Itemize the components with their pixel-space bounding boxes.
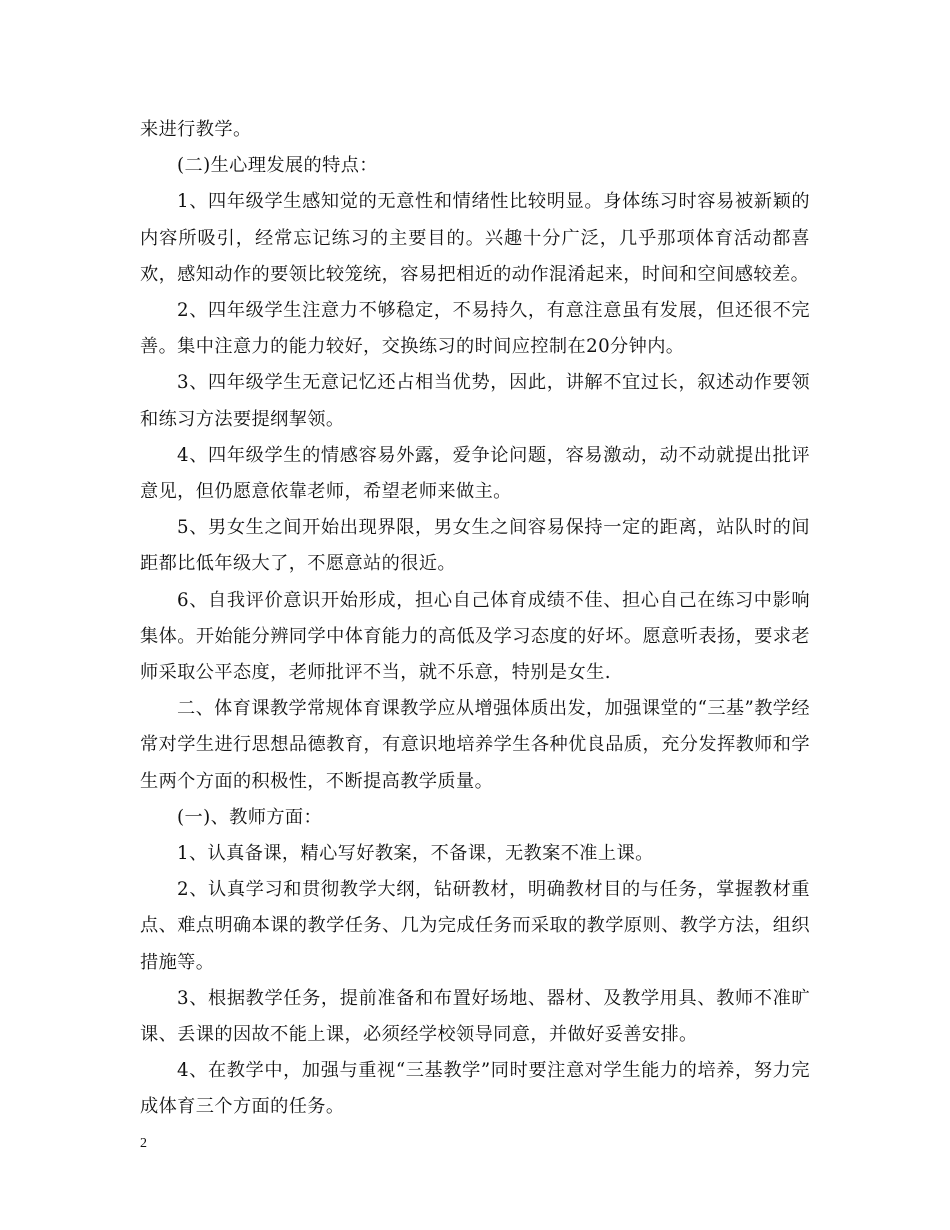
body-text	[140, 112, 810, 1126]
paragraph-0: 来进行教学。	[140, 119, 252, 140]
teacher-item-1: 1、认真备课，精心写好教案，不备课，无教案不准上课。	[177, 843, 654, 865]
paragraph-item-6: 6、自我评价意识开始形成，担心自己体育成绩不佳、担心自己在练习中影响集体。开始能分辨同学中体育能力的高低及学习态度的好坏。愿意听表扬，要求老师采取公平态度，老师批评不当，就不乐意，特别是女生.	[140, 589, 810, 684]
section-heading-teaching-routine: 二、体育课教学常规体育课教学应从增强体质出发，加强课堂的“三基”教学经常对学生进行思想品德教育，有意识地培养学生各种优良品质，充分发挥教师和学生两个方面的积极性，不断提高教学质量。	[140, 698, 810, 792]
subsection-heading-teacher: (一)、教师方面：	[177, 806, 323, 828]
section-heading-physiology: (二)生心理发展的特点：	[177, 155, 378, 177]
page-number: 2	[140, 1136, 147, 1151]
paragraph-item-3: 3、四年级学生无意记忆还占相当优势，因此，讲解不宜过长，叙述动作要领和练习方法要提纲挈领。	[140, 372, 810, 430]
paragraph-item-1: 1、四年级学生感知觉的无意性和情绪性比较明显。身体练习时容易被新颖的内容所吸引，经常忘记练习的主要目的。兴趣十分广泛，几乎那项体育活动都喜欢，感知动作的要领比较笼统，容易把相近的动作混淆起来，时间和空间感较差。	[140, 191, 810, 285]
teacher-item-3: 3、根据教学任务，提前准备和布置好场地、器材、及教学用具、教师不准旷课、丢课的因故不能上课，必须经学校领导同意，并做好妥善安排。	[140, 987, 810, 1046]
teacher-item-4: 4、在教学中，加强与重视“三基教学”同时要注意对学生能力的培养，努力完成体育三个方面的任务。	[140, 1060, 810, 1118]
paragraph-item-2: 2、四年级学生注意力不够稳定，不易持久，有意注意虽有发展，但还很不完善。集中注意力的能力较好，交换练习的时间应控制在20分钟内。	[140, 300, 810, 358]
paragraph-item-4: 4、四年级学生的情感容易外露，爱争论问题，容易激动，动不动就提出批评意见，但仍愿意依靠老师，希望老师来做主。	[140, 444, 810, 503]
teacher-item-2: 2、认真学习和贯彻教学大纲，钻研教材，明确教材目的与任务，掌握教材重点、难点明确本课的教学任务、几为完成任务而采取的教学原则、教学方法，组织措施等。	[140, 879, 810, 973]
paragraph-item-5: 5、男女生之间开始出现界限，男女生之间容易保持一定的距离，站队时的间距都比低年级大了，不愿意站的很近。	[140, 517, 810, 575]
